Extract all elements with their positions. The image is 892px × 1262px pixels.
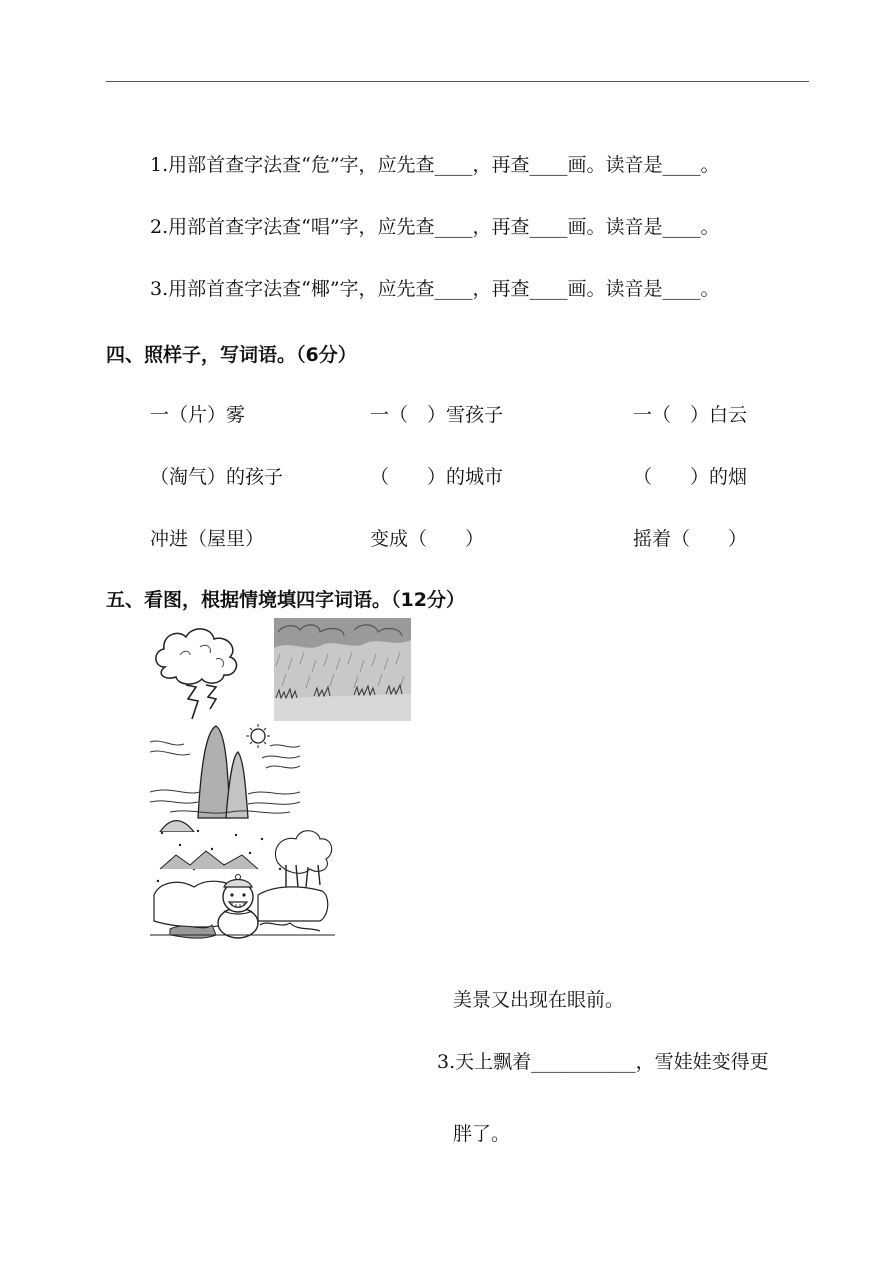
thundercloud-picture xyxy=(150,625,245,725)
snowman-picture xyxy=(150,825,335,943)
question-item-3: 3.用部首查字法查“椰”字，应先查____，再查____画。读音是____。 xyxy=(150,278,720,300)
mountains-sun-picture xyxy=(150,722,300,832)
word-cell: 摇着（ ） xyxy=(633,528,748,550)
rainstorm-picture xyxy=(274,618,411,721)
word-cell: 一（片）雾 xyxy=(150,404,246,426)
word-cell: 冲进（屋里） xyxy=(150,528,265,550)
word-cell: （淘气）的孩子 xyxy=(150,466,284,488)
question-item-2: 2.用部首查字法查“唱”字，应先查____，再查____画。读音是____。 xyxy=(150,216,720,238)
section-4-title: 四、照样子，写词语。（6分） xyxy=(106,344,357,366)
answer-line-3: 3.天上飘着___________，雪娃娃变得更 xyxy=(437,1051,769,1073)
header-rule xyxy=(106,81,809,82)
word-cell: 变成（ ） xyxy=(370,528,485,550)
word-cell: （ ）的烟 xyxy=(633,466,748,488)
word-cell: （ ）的城市 xyxy=(370,466,504,488)
word-cell: 一（ ）雪孩子 xyxy=(370,404,504,426)
answer-line-3-continuation: 胖了。 xyxy=(453,1123,511,1145)
section-5-title: 五、看图，根据情境填四字词语。（12分） xyxy=(106,589,465,611)
question-item-1: 1.用部首查字法查“危”字，应先查____，再查____画。读音是____。 xyxy=(150,154,720,176)
answer-line-continuation: 美景又出现在眼前。 xyxy=(453,989,625,1011)
word-cell: 一（ ）白云 xyxy=(633,404,748,426)
